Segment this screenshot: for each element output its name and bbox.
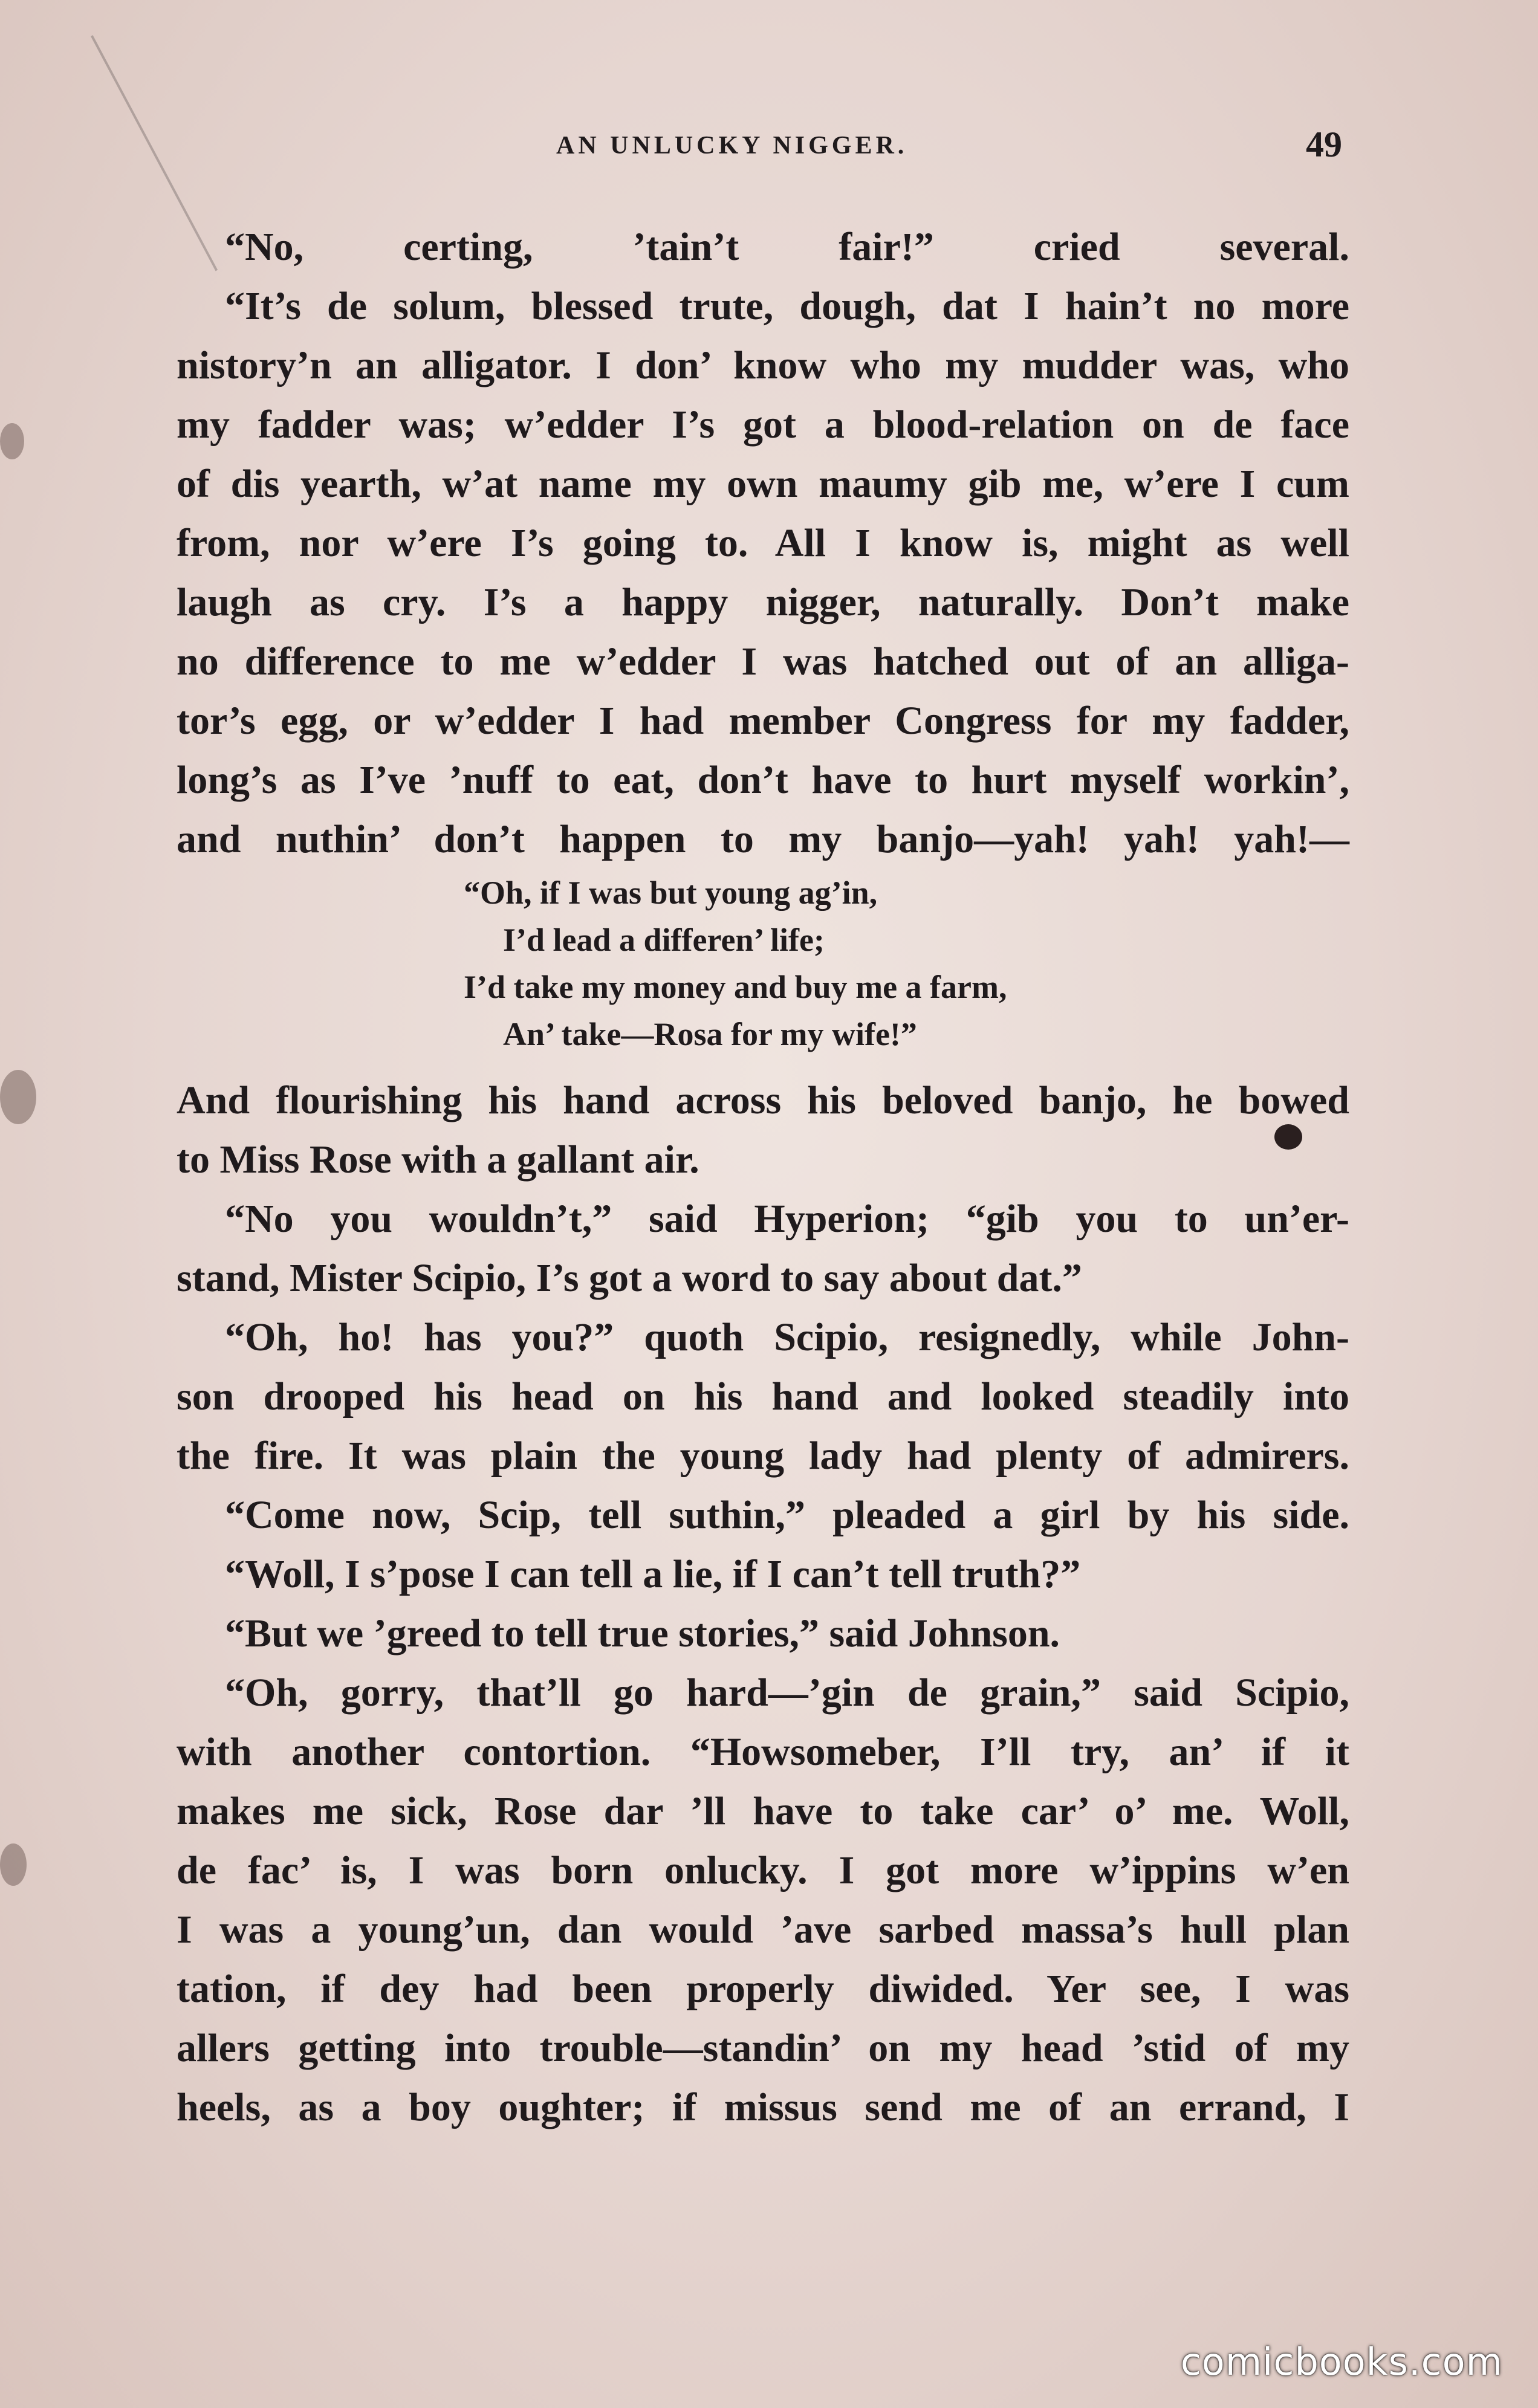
text-line: “It’s de solum, blessed trute, dough, dat I hain’t no more xyxy=(225,284,1349,328)
text-line: “Oh, ho! has you?” quoth Scipio, resignedly, while John- xyxy=(225,1315,1349,1359)
text-line: laugh as cry. I’s a happy nigger, naturally. Don’t make xyxy=(177,580,1349,624)
text-line: to Miss Rose with a gallant air. xyxy=(177,1138,699,1182)
text-line: and nuthin’ don’t happen to my banjo—yah! yah! yah!— xyxy=(177,817,1349,861)
body-text xyxy=(177,218,1349,2137)
text-line: allers getting into trouble—standin’ on my head ’stid of my xyxy=(177,2026,1349,2070)
text-line: “But we ’greed to tell true stories,” said Johnson. xyxy=(225,1611,1060,1656)
edge-damage-mark xyxy=(0,1843,27,1886)
verse-line: I’d lead a differen’ life; xyxy=(503,922,825,958)
text-line: “No, certing, ’tain’t fair!” cried several. xyxy=(225,225,1349,269)
text-line: of dis yearth, w’at name my own maumy gib me, w’ere I cum xyxy=(177,462,1349,506)
text-line: son drooped his head on his hand and looked steadily into xyxy=(177,1374,1349,1419)
text-line: my fadder was; w’edder I’s got a blood-relation on de face xyxy=(177,403,1349,447)
edge-damage-mark xyxy=(0,1070,36,1124)
page-number: 49 xyxy=(1306,125,1342,164)
running-head xyxy=(0,124,1538,172)
verse-line: An’ take—Rosa for my wife!” xyxy=(503,1016,917,1052)
text-line: nistory’n an alligator. I don’ know who my mudder was, who xyxy=(177,343,1349,387)
verse-block xyxy=(177,869,1349,1071)
text-line: de fac’ is, I was born onlucky. I got more w’ippins w’en xyxy=(177,1848,1349,1892)
edge-damage-mark xyxy=(0,423,24,459)
watermark: comicbooks.com xyxy=(1180,2340,1503,2384)
text-line: with another contortion. “Howsomeber, I’ll try, an’ if it xyxy=(177,1730,1349,1774)
text-line: the fire. It was plain the young lady had plenty of admirers. xyxy=(177,1434,1349,1478)
verse-line: “Oh, if I was but young ag’in, xyxy=(464,875,878,911)
text-line: “Oh, gorry, that’ll go hard—’gin de grain,” said Scipio, xyxy=(225,1671,1349,1715)
text-line: “No you wouldn’t,” said Hyperion; “gib you to un’er- xyxy=(225,1197,1349,1241)
text-line: long’s as I’ve ’nuff to eat, don’t have to hurt myself workin’, xyxy=(177,758,1349,802)
text-line: And flourishing his hand across his beloved banjo, he bowed xyxy=(177,1078,1349,1122)
text-line: stand, Mister Scipio, I’s got a word to say about dat.” xyxy=(177,1256,1082,1300)
text-line: from, nor w’ere I’s going to. All I know is, might as well xyxy=(177,521,1349,565)
ink-stain xyxy=(1274,1124,1302,1150)
text-line: tation, if dey had been properly diwided. Yer see, I was xyxy=(177,1967,1349,2011)
text-line: heels, as a boy oughter; if missus send me of an errand, I xyxy=(177,2085,1349,2129)
text-line: “Come now, Scip, tell suthin,” pleaded a girl by his side. xyxy=(225,1493,1349,1537)
text-line: makes me sick, Rose dar ’ll have to take car’ o’ me. Woll, xyxy=(177,1789,1349,1833)
text-line: tor’s egg, or w’edder I had member Congress for my fadder, xyxy=(177,699,1349,743)
running-title: AN UNLUCKY NIGGER. xyxy=(556,132,908,160)
text-line: I was a young’un, dan would ’ave sarbed massa’s hull plan xyxy=(177,1908,1349,1952)
text-line: no difference to me w’edder I was hatched out of an alliga- xyxy=(177,639,1349,684)
text-line: “Woll, I s’pose I can tell a lie, if I can’t tell truth?” xyxy=(225,1552,1081,1596)
verse-line: I’d take my money and buy me a farm, xyxy=(464,969,1007,1005)
